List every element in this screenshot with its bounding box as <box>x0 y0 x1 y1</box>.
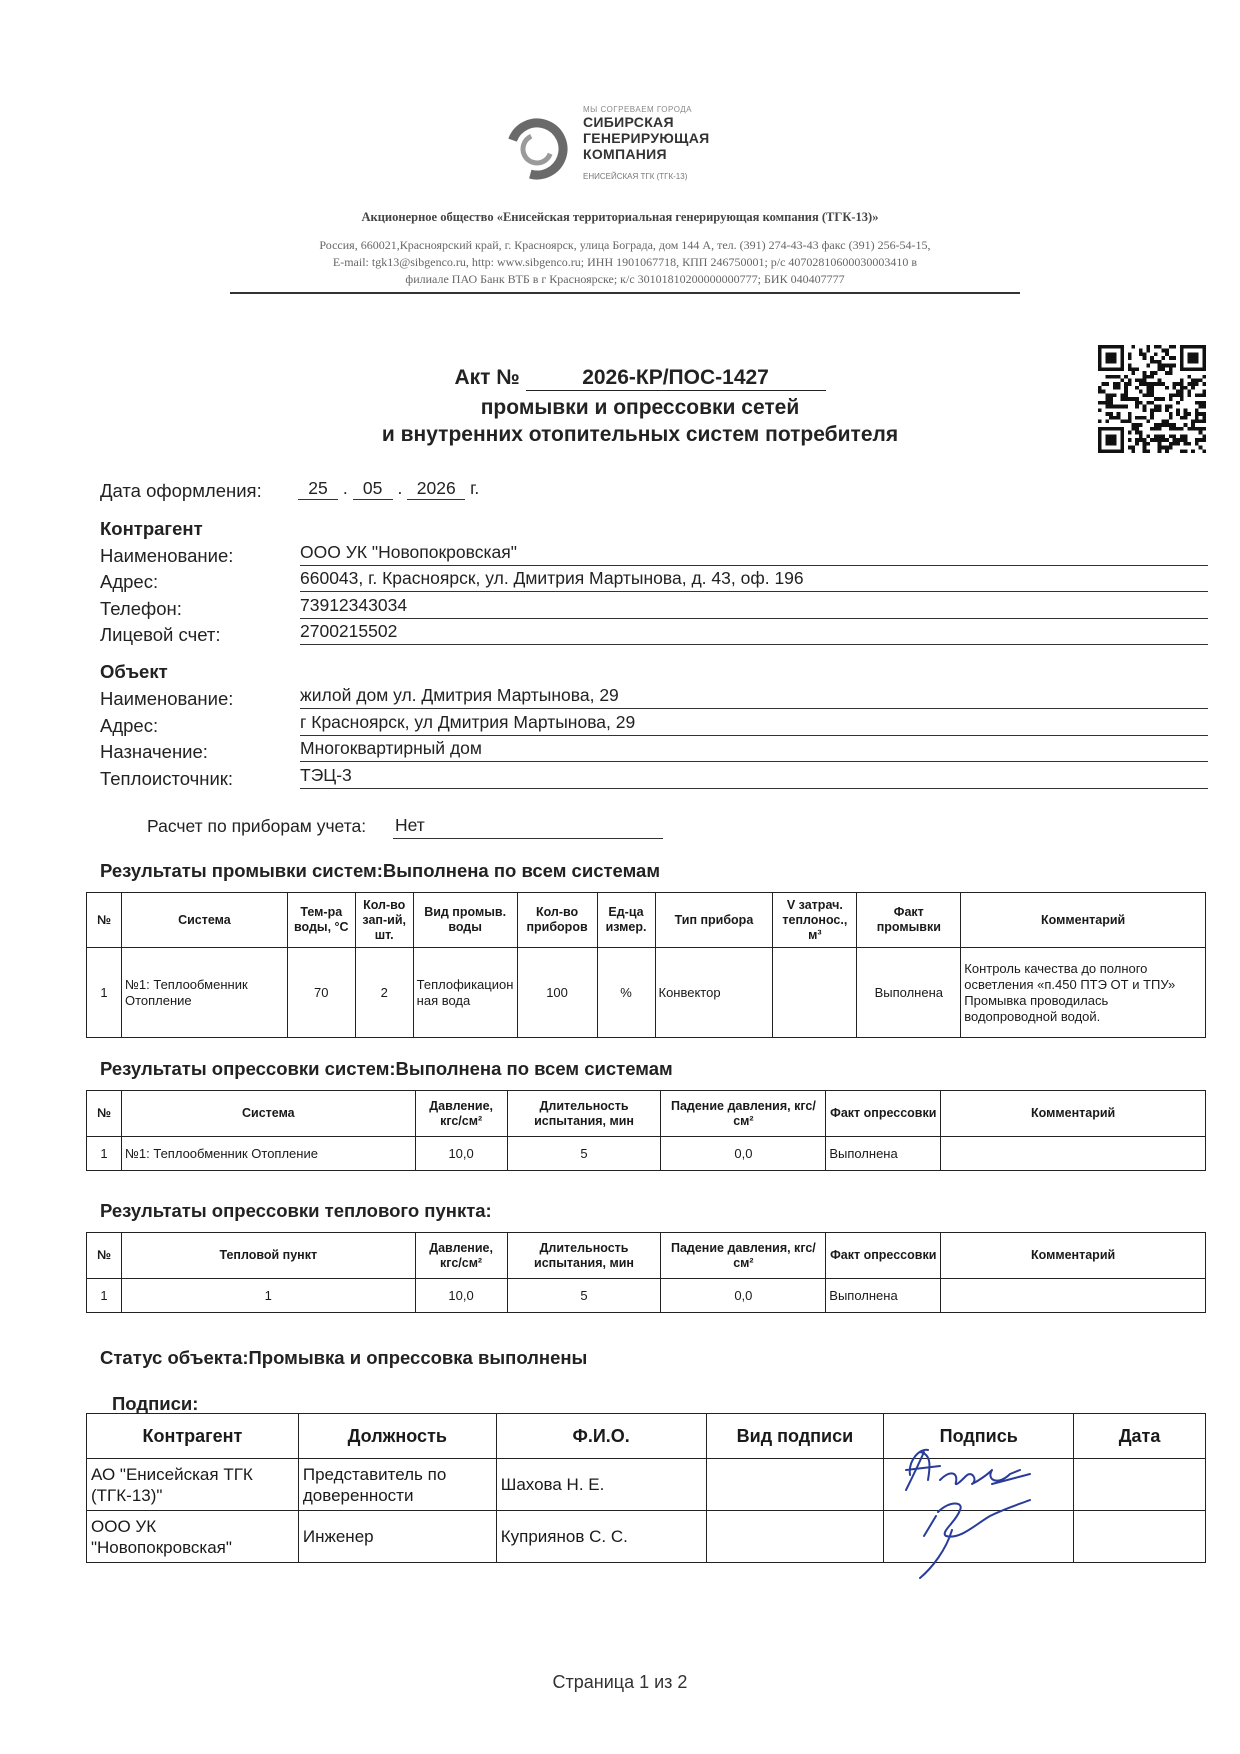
company-address-line-3: филиале ПАО Банк ВТБ в г Красноярске; к/с 30101810200000000777; БИК 040407777 <box>405 272 845 286</box>
pp-cell-comment <box>941 1279 1206 1313</box>
flushing-table <box>86 892 1206 1038</box>
counterparty-address-field <box>300 567 1208 592</box>
date-suffix: г. <box>470 478 480 498</box>
flushing-cell-temp: 70 <box>287 948 355 1038</box>
flushing-cell-device-type: Конвектор <box>655 948 773 1038</box>
pp-col-pressure: Давление, кгс/см² <box>415 1233 507 1279</box>
pressure-systems-header-row <box>87 1091 1206 1137</box>
counterparty-account-field <box>300 620 1208 645</box>
sig-cell-fio: Шахова Н. Е. <box>496 1459 706 1511</box>
flushing-cell-fact: Выполнена <box>857 948 961 1038</box>
object-status: Статус объекта:Промывка и опрессовка выполнены <box>100 1347 588 1368</box>
counterparty-address: 660043, г. Красноярск, ул. Дмитрия Мартынова, д. 43, оф. 196 <box>300 568 804 588</box>
counterparty-phone: 73912343034 <box>300 595 408 615</box>
object-address-field <box>300 711 1208 736</box>
counterparty-phone-field <box>300 594 1208 619</box>
ps-col-duration: Длительность испытания, мин <box>507 1091 661 1137</box>
pressure-systems-heading: Результаты опрессовки систем:Выполнена по всем системам <box>100 1058 673 1079</box>
flushing-col-system: Система <box>121 893 287 948</box>
counterparty-account: 2700215502 <box>300 621 398 641</box>
counterparty-address-label: Адрес: <box>100 571 159 592</box>
ps-cell-no: 1 <box>87 1137 122 1171</box>
signature-1-stroke <box>906 1450 1030 1490</box>
pp-col-no: № <box>87 1233 122 1279</box>
pp-cell-fact: Выполнена <box>826 1279 941 1313</box>
counterparty-name: ООО УК "Новопокровская" <box>300 542 517 562</box>
logo-text <box>583 105 709 181</box>
sig-cell-date <box>1074 1459 1206 1511</box>
pp-cell-pressure: 10,0 <box>415 1279 507 1313</box>
table-row <box>87 1137 1206 1171</box>
sig-cell-position: Представитель по доверенности <box>298 1459 496 1511</box>
ps-col-no: № <box>87 1091 122 1137</box>
flushing-col-no: № <box>87 893 122 948</box>
object-source-field <box>300 764 1208 789</box>
flushing-col-comment: Комментарий <box>961 893 1206 948</box>
logo-subtitle: ЕНИСЕЙСКАЯ ТГК (ТГК-13) <box>583 172 688 181</box>
sig-col-date: Дата <box>1074 1414 1206 1459</box>
pp-col-comment: Комментарий <box>941 1233 1206 1279</box>
company-name: Акционерное общество «Енисейская территориальная генерирующая компания (ТГК-13)» <box>361 210 879 224</box>
counterparty-phone-label: Телефон: <box>100 598 182 619</box>
flushing-col-fact: Факт промывки <box>857 893 961 948</box>
logo-ring-icon <box>505 117 569 181</box>
object-purpose-label: Назначение: <box>100 741 208 762</box>
pp-col-drop: Падение давления, кгс/см² <box>661 1233 826 1279</box>
pressure-point-heading: Результаты опрессовки теплового пункта: <box>100 1200 492 1221</box>
metering-value: Нет <box>395 815 425 835</box>
ps-cell-duration: 5 <box>507 1137 661 1171</box>
counterparty-account-label: Лицевой счет: <box>100 624 221 645</box>
flushing-cell-devices: 100 <box>517 948 597 1038</box>
date-year: 2026 <box>407 478 465 500</box>
pp-cell-duration: 5 <box>507 1279 661 1313</box>
flushing-cell-water: Теплофикационная вода <box>413 948 517 1038</box>
flushing-cell-system: №1: Теплообменник Отопление <box>121 948 287 1038</box>
object-heading: Объект <box>100 661 168 682</box>
sig-cell-counterparty: ООО УК "Новопокровская" <box>87 1511 299 1563</box>
handwritten-signatures <box>880 1440 1080 1590</box>
sig-col-counterparty: Контрагент <box>87 1414 299 1459</box>
logo-name-line-3: КОМПАНИЯ <box>583 146 667 162</box>
ps-col-drop: Падение давления, кгс/см² <box>661 1091 826 1137</box>
company-address-line-1: Россия, 660021,Красноярский край, г. Красноярск, улица Бограда, дом 144 А, тел. (391) 274-43-43 факс (391) 256-54-15, <box>319 238 931 252</box>
table-row <box>87 948 1206 1038</box>
object-purpose-field <box>300 737 1208 762</box>
date-value: 25 . 05 . 2026 г. <box>298 478 479 500</box>
pp-cell-no: 1 <box>87 1279 122 1313</box>
pressure-systems-table <box>86 1090 1206 1171</box>
object-address-label: Адрес: <box>100 715 159 736</box>
pp-col-point: Тепловой пункт <box>121 1233 415 1279</box>
counterparty-name-label: Наименование: <box>100 545 234 566</box>
pp-cell-drop: 0,0 <box>661 1279 826 1313</box>
company-logo <box>505 105 765 200</box>
letterhead-divider <box>230 292 1020 294</box>
pp-col-fact: Факт опрессовки <box>826 1233 941 1279</box>
date-month: 05 <box>353 478 393 500</box>
logo-slogan: МЫ СОГРЕВАЕМ ГОРОДА <box>583 105 692 114</box>
pp-col-duration: Длительность испытания, мин <box>507 1233 661 1279</box>
metering-label: Расчет по приборам учета: <box>147 816 367 836</box>
act-title-line-2: промывки и опрессовки сетей <box>480 396 800 419</box>
ps-cell-comment <box>941 1137 1206 1171</box>
flushing-cell-comment: Контроль качества до полного осветления «п.450 ПТЭ ОТ и ТПУ» Промывка проводилась водопроводной водой. <box>961 948 1206 1038</box>
flushing-col-count: Кол-во зап-ий, шт. <box>355 893 413 948</box>
object-name-field <box>300 684 1208 709</box>
pressure-point-table <box>86 1232 1206 1313</box>
ps-cell-fact: Выполнена <box>826 1137 941 1171</box>
flushing-col-temp: Тем-ра воды, °С <box>287 893 355 948</box>
flushing-col-devices: Кол-во приборов <box>517 893 597 948</box>
signatures-heading: Подписи: <box>112 1393 199 1414</box>
object-purpose: Многоквартирный дом <box>300 738 482 758</box>
act-number: 2026-КР/ПОС-1427 <box>526 366 826 391</box>
flushing-col-water: Вид промыв. воды <box>413 893 517 948</box>
flushing-header-row <box>87 893 1206 948</box>
flushing-cell-volume <box>773 948 857 1038</box>
object-source: ТЭЦ-3 <box>300 765 352 785</box>
object-name: жилой дом ул. Дмитрия Мартынова, 29 <box>300 685 619 705</box>
sig-cell-type <box>706 1511 884 1563</box>
sig-cell-date <box>1074 1511 1206 1563</box>
ps-cell-pressure: 10,0 <box>415 1137 507 1171</box>
object-source-label: Теплоисточник: <box>100 768 234 789</box>
act-label: Акт № <box>454 366 520 389</box>
company-address-line-2: E-mail: tgk13@sibgenco.ru, http: www.sibgenco.ru; ИНН 1901067718, КПП 246750001; р/с 40702810600030003410 в <box>332 255 918 269</box>
sig-cell-type <box>706 1459 884 1511</box>
pp-cell-point: 1 <box>121 1279 415 1313</box>
ps-col-comment: Комментарий <box>941 1091 1206 1137</box>
table-row <box>87 1279 1206 1313</box>
sig-cell-fio: Куприянов С. С. <box>496 1511 706 1563</box>
flushing-col-volume: V затрач. теплонос., м³ <box>773 893 857 948</box>
counterparty-name-field <box>300 541 1208 566</box>
date-label: Дата оформления: <box>100 480 262 501</box>
counterparty-heading: Контрагент <box>100 518 203 539</box>
sig-cell-position: Инженер <box>298 1511 496 1563</box>
logo-name-line-1: СИБИРСКАЯ <box>583 114 674 130</box>
flushing-col-device-type: Тип прибора <box>655 893 773 948</box>
signature-2-stroke <box>920 1500 1030 1578</box>
act-title-line-3: и внутренних отопительных систем потребителя <box>381 423 899 446</box>
flushing-col-unit: Ед-ца измер. <box>597 893 655 948</box>
flushing-cell-count: 2 <box>355 948 413 1038</box>
flushing-heading: Результаты промывки систем:Выполнена по всем системам <box>100 860 661 881</box>
pressure-point-header-row <box>87 1233 1206 1279</box>
flushing-cell-unit: % <box>597 948 655 1038</box>
ps-col-pressure: Давление, кгс/см² <box>415 1091 507 1137</box>
sig-col-type: Вид подписи <box>706 1414 884 1459</box>
ps-col-fact: Факт опрессовки <box>826 1091 941 1137</box>
ps-cell-drop: 0,0 <box>661 1137 826 1171</box>
sig-col-signature: Подпись <box>884 1414 1074 1459</box>
ps-cell-system: №1: Теплообменник Отопление <box>121 1137 415 1171</box>
logo-name-line-2: ГЕНЕРИРУЮЩАЯ <box>583 130 710 146</box>
flushing-cell-no: 1 <box>87 948 122 1038</box>
sig-col-fio: Ф.И.О. <box>496 1414 706 1459</box>
page-number: Страница 1 из 2 <box>552 1672 688 1692</box>
object-address: г Красноярск, ул Дмитрия Мартынова, 29 <box>300 712 636 732</box>
sig-col-position: Должность <box>298 1414 496 1459</box>
metering-field <box>393 814 663 839</box>
sig-cell-counterparty: АО "Енисейская ТГК (ТГК-13)" <box>87 1459 299 1511</box>
object-name-label: Наименование: <box>100 688 234 709</box>
ps-col-system: Система <box>121 1091 415 1137</box>
act-title <box>0 366 1240 391</box>
date-day: 25 <box>298 478 338 500</box>
